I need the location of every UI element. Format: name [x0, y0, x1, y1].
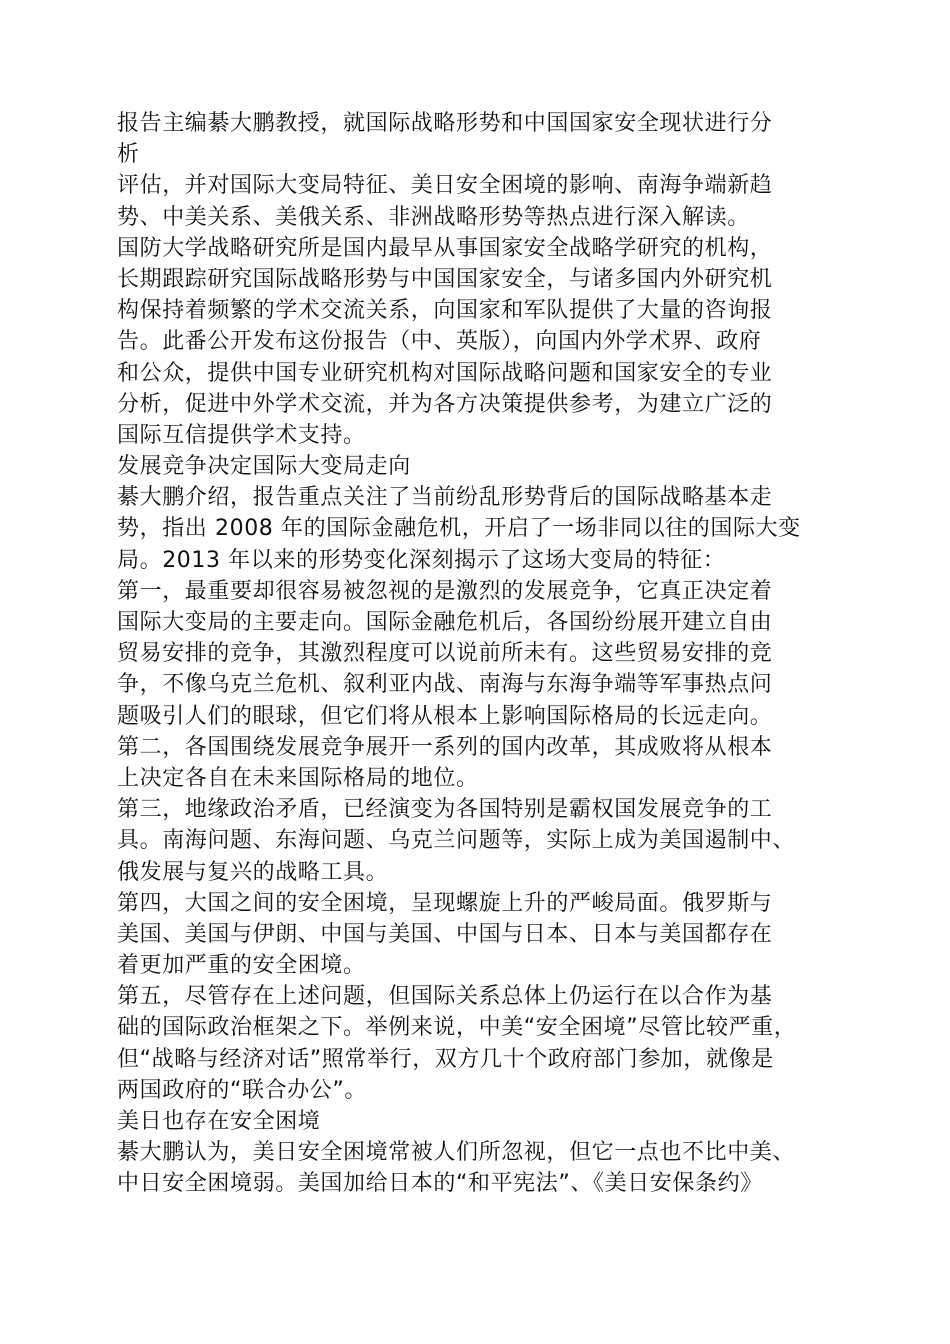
text-line: 中日安全困境弱。美国加给日本的“和平宪法”、《美日安保条约》 — [117, 1171, 763, 1197]
text-line: 国际大变局的主要走向。国际金融危机后，各国纷纷展开建立自由 — [117, 610, 773, 635]
text-line: 评估，并对国际大变局特征、美日安全困境的影响、南海争端新趋 — [117, 173, 773, 199]
text-line: 美国、美国与伊朗、中国与美国、中国与日本、日本与美国都存在 — [117, 921, 773, 947]
text-line: 第三，地缘政治矛盾，已经演变为各国特别是霸权国发展竞争的工 — [117, 797, 773, 823]
text-line: 构保持着频繁的学术交流关系，向国家和军队提供了大量的咨询报 — [117, 298, 773, 324]
text-line: 题吸引人们的眼球，但它们将从根本上影响国际格局的长远走向。 — [117, 703, 773, 729]
section-heading: 发展竞争决定国际大变局走向 — [117, 454, 411, 480]
text-line: 具。南海问题、东海问题、乌克兰问题等，实际上成为美国遏制中、 — [117, 828, 796, 854]
body-text — [117, 108, 877, 1200]
text-line: 告。此番公开发布这份报告（中、英版），向国内外学术界、政府 — [117, 329, 762, 355]
text-line: 两国政府的“联合办公”。 — [117, 1077, 367, 1103]
text-line: 国际互信提供学术支持。 — [117, 422, 366, 448]
text-line: 争，不像乌克兰危机、叙利亚内战、南海与东海争端等军事热点问 — [117, 672, 773, 698]
text-line: 綦大鹏认为，美日安全困境常被人们所忽视，但它一点也不比中美、 — [117, 1140, 796, 1166]
text-line: 势，指出 2008 年的国际金融危机，开启了一场非同以往的国际大变 — [117, 516, 801, 542]
text-line: 长期跟踪研究国际战略形势与中国国家安全，与诸多国内外研究机 — [117, 266, 773, 292]
text-line: 俄发展与复兴的战略工具。 — [117, 859, 389, 885]
text-line: 和公众，提供中国专业研究机构对国际战略问题和国家安全的专业 — [117, 360, 773, 386]
section-heading: 美日也存在安全困境 — [117, 1109, 321, 1134]
text-line: 第二，各国围绕发展竞争展开一系列的国内改革，其成败将从根本 — [117, 734, 773, 760]
text-line: 第五，尽管存在上述问题，但国际关系总体上仍运行在以合作为基 — [117, 984, 773, 1010]
text-line: 贸易安排的竞争，其激烈程度可以说前所未有。这些贸易安排的竞 — [117, 641, 773, 667]
text-line: 綦大鹏介绍，报告重点关注了当前纷乱形势背后的国际战略基本走 — [117, 485, 773, 511]
text-line: 报告主编綦大鹏教授，就国际战略形势和中国国家安全现状进行分 — [117, 111, 773, 136]
text-line: 局。2013 年以来的形势变化深刻揭示了这场大变局的特征： — [117, 547, 726, 573]
text-line: 分析，促进中外学术交流，并为各方决策提供参考，为建立广泛的 — [117, 391, 773, 417]
text-line: 但“战略与经济对话”照常举行，双方几十个政府部门参加，就像是 — [117, 1046, 774, 1072]
text-line: 第一，最重要却很容易被忽视的是激烈的发展竞争，它真正决定着 — [117, 578, 773, 604]
text-line: 础的国际政治框架之下。举例来说，中美“安全困境”尽管比较严重， — [117, 1015, 797, 1041]
text-line: 上决定各自在未来国际格局的地位。 — [117, 765, 479, 791]
text-line: 析 — [117, 142, 140, 168]
text-line: 势、中美关系、美俄关系、非洲战略形势等热点进行深入解读。 — [117, 204, 750, 230]
text-line: 国防大学战略研究所是国内最早从事国家安全战略学研究的机构， — [117, 235, 773, 261]
text-line: 第四，大国之间的安全困境，呈现螺旋上升的严峻局面。俄罗斯与 — [117, 890, 773, 916]
text-line: 着更加严重的安全困境。 — [117, 953, 366, 979]
